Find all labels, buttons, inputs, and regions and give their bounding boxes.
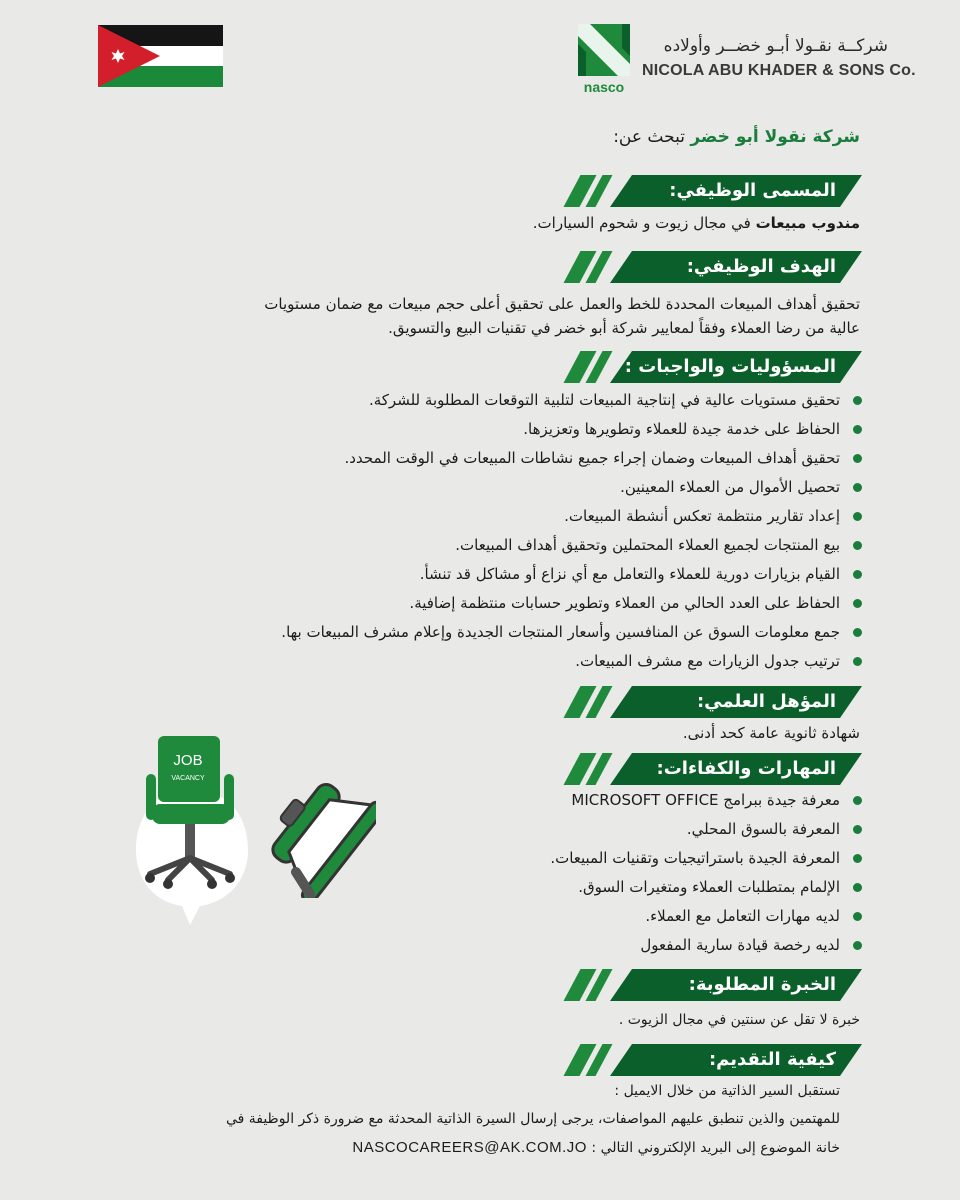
list-item: جمع معلومات السوق عن المنافسين وأسعار المنتجات الجديدة وإعلام مشرف المبيعات بها. (281, 618, 862, 647)
job-goal-line-1: تحقيق أهداف المبيعات المحددة للخط والعمل على تحقيق أعلى حجم مبيعات مع ضمان مستويات (264, 295, 860, 313)
section-header-experience (572, 969, 862, 1001)
list-item: تحقيق مستويات عالية في إنتاجية المبيعات لتلبية التوقعات المطلوبة للشركة. (281, 386, 862, 415)
list-item: المعرفة الجيدة باستراتيجيات وتقنيات المبيعات. (550, 844, 862, 873)
email-link[interactable]: NASCOCAREERS@AK.COM.JO (352, 1139, 587, 1156)
chair-sign-line-1: JOB (173, 752, 203, 769)
jordan-flag-icon (98, 25, 223, 87)
section-label: كيفية التقديم: (708, 1049, 836, 1070)
intro-line (613, 127, 860, 147)
list-item: الحفاظ على العدد الحالي من العملاء وتطوير حسابات منتظمة إضافية. (281, 589, 862, 618)
list-item: ترتيب جدول الزيارات مع مشرف المبيعات. (281, 647, 862, 676)
list-item: الإلمام بمتطلبات العملاء ومتغيرات السوق. (550, 873, 862, 902)
job-title-rest: في مجال زيوت و شحوم السيارات. (532, 214, 756, 232)
section-label: المسؤوليات والواجبات : (624, 356, 836, 377)
list-item: تحقيق أهداف المبيعات وضمان إجراء جميع نشاطات المبيعات في الوقت المحدد. (281, 444, 862, 473)
nasco-logo-icon (576, 22, 636, 96)
company-name-arabic: شركــة نقـولا أبـو خضــر وأولاده (663, 36, 888, 56)
list-item: لديه رخصة قيادة سارية المفعول (550, 931, 862, 960)
section-label: الهدف الوظيفي: (686, 256, 836, 277)
section-header-qualification (572, 686, 862, 718)
job-goal-line-2: عالية من رضا العملاء وفقاً لمعايير شركة أبو خضر في تقنيات البيع والتسويق. (388, 319, 860, 337)
section-header-skills (572, 753, 862, 785)
intro-company: شركة نقولا أبو خضر (690, 127, 860, 147)
job-vacancy-chair-icon (128, 730, 258, 930)
list-item: إعداد تقارير منتظمة تعكس أنشطة المبيعات. (281, 502, 862, 531)
list-item: بيع المنتجات لجميع العملاء المحتملين وتحقيق أهداف المبيعات. (281, 531, 862, 560)
job-title-bold: مندوب مبيعات (755, 214, 860, 232)
apply-line-1: تستقبل السير الذاتية من خلال الايميل : (614, 1083, 840, 1099)
list-item: المعرفة بالسوق المحلي. (550, 815, 862, 844)
skills-list (550, 786, 862, 960)
list-item: معرفة جيدة ببرامج MICROSOFT OFFICE (550, 786, 862, 815)
section-label: المؤهل العلمي: (696, 691, 836, 712)
section-header-responsibilities (572, 351, 862, 383)
intro-rest: تبحث عن: (613, 127, 691, 147)
list-item: تحصيل الأموال من العملاء المعينين. (281, 473, 862, 502)
qualification-text: شهادة ثانوية عامة كحد أدنى. (682, 724, 860, 742)
chair-sign-line-2: VACANCY (171, 775, 205, 782)
section-label: المهارات والكفاءات: (656, 758, 836, 779)
list-item: لديه مهارات التعامل مع العملاء. (550, 902, 862, 931)
megaphone-icon (266, 772, 376, 898)
section-label: الخبرة المطلوبة: (688, 974, 836, 995)
logo-text: nasco (583, 79, 625, 95)
list-item: الحفاظ على خدمة جيدة للعملاء وتطويرها وتعزيزها. (281, 415, 862, 444)
apply-line-2: للمهتمين والذين تنطبق عليهم المواصفات، يرجى إرسال السيرة الذاتية المحدثة مع ضرورة ذكر الوظيفة في (225, 1111, 840, 1127)
section-header-how-to-apply (572, 1044, 862, 1076)
apply-line-3-text: خانة الموضوع إلى البريد الإلكتروني التالي : (586, 1140, 840, 1156)
section-label: المسمى الوظيفي: (669, 180, 836, 201)
section-header-job-goal (572, 251, 862, 283)
job-title-text (533, 214, 860, 232)
experience-text: خبرة لا تقل عن سنتين في مجال الزيوت . (618, 1012, 860, 1028)
list-item: القيام بزيارات دورية للعملاء والتعامل مع أي نزاع أو مشاكل قد تنشأ. (281, 560, 862, 589)
apply-line-3 (352, 1139, 840, 1156)
company-name-english: NICOLA ABU KHADER & SONS Co. (642, 62, 916, 79)
job-goal-text (80, 292, 860, 340)
section-header-job-title (572, 175, 862, 207)
responsibilities-list (281, 386, 862, 676)
